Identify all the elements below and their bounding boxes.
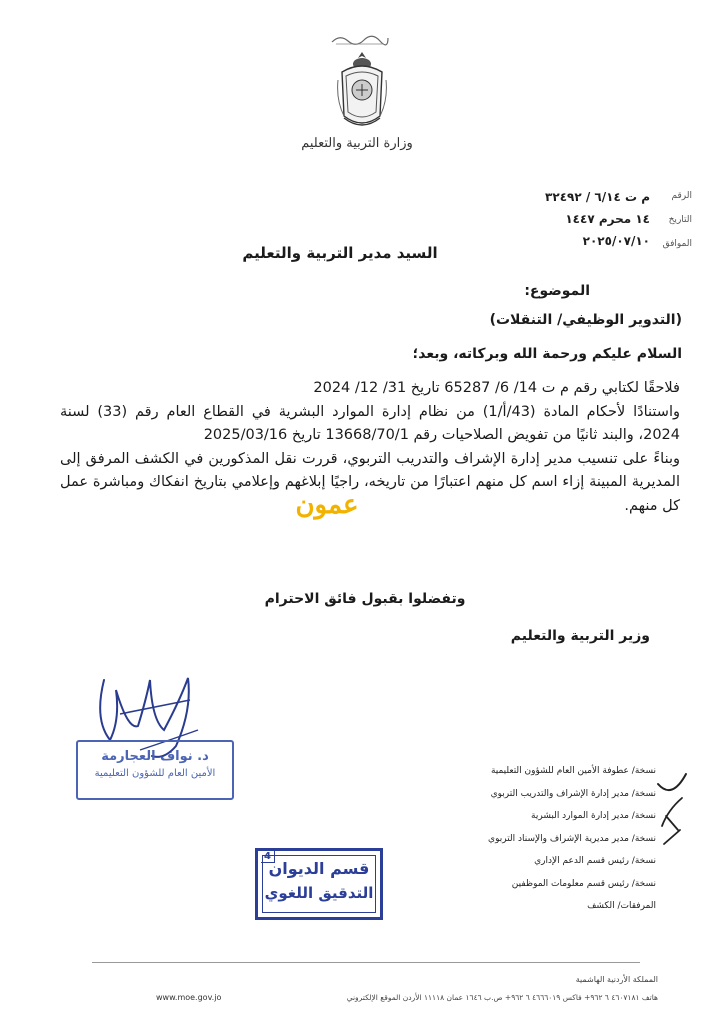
addressee: السيد مدير التربية والتعليم xyxy=(242,244,438,262)
footer-country: المملكة الأردنية الهاشمية xyxy=(575,975,658,984)
coat-of-arms-icon xyxy=(334,50,390,134)
reference-date-label: التاريخ xyxy=(668,215,692,225)
watermark-logo xyxy=(282,490,372,550)
copy-item: نسخة/ رئيس قسم الدعم الإداري xyxy=(534,856,656,866)
copy-item: نسخة/ رئيس قسم معلومات الموظفين xyxy=(511,878,656,889)
diwan-stamp-line2: التدقيق اللغوي xyxy=(264,884,374,902)
copy-item: نسخة/ عطوفة الأمين العام للشؤون التعليمية xyxy=(490,766,656,776)
greeting: السلام عليكم ورحمة الله وبركاته، وبعد؛ xyxy=(412,346,682,362)
official-stamp xyxy=(76,740,234,800)
reference-number-label: الرقم xyxy=(671,191,692,201)
body-paragraph-1: فلاحقًا لكتابي رقم م ت 14/ 6/ 65287 تاريخ 31/ 12/ 2024 xyxy=(313,380,680,396)
reference-date-gregorian: ٢٠٢٥/٠٧/١٠ xyxy=(582,234,650,248)
copy-item: نسخة/ مدير إدارة الموارد البشرية xyxy=(531,811,656,821)
reference-corresponding-label: الموافق xyxy=(662,239,692,249)
copies-list xyxy=(416,760,656,918)
body-paragraph-3: وبناءً على تنسيب مدير إدارة الإشراف والتدريب التربوي، قررت نقل المذكورين في الكشف المرفق إلى المديرية المبينة إزاء اسم كل منهم اعتبارًا من تاريخه، راجيًا إبلاغهم وإعلامي بتاريخ انفكاك ومباشرة عمل كل منهم. xyxy=(60,450,680,514)
stamp-name: د. نواف العجارمة xyxy=(101,749,209,764)
copy-item: نسخة/ مدير مديرية الإشراف والإسناد التربوي xyxy=(488,833,656,844)
handwritten-check-icon xyxy=(652,770,692,860)
signatory-title: وزير التربية والتعليم xyxy=(510,628,650,644)
reference-values xyxy=(500,186,650,252)
attachments: المرفقات/ الكشف xyxy=(587,901,656,911)
watermark-text: عمون xyxy=(295,490,359,520)
diwan-stamp-inner-border xyxy=(262,855,376,913)
footer-website-link[interactable]: www.moe.gov.jo xyxy=(156,993,222,1002)
footer-contact: هاتف ٤٦٠٧١٨١ ٦ ٩٦٢+ فاكس ٤٦٦٦٠١٩ ٦ ٩٦٢+ ص.ب ١٦٤٦ عمان ١١١١٨ الأردن الموقع الإلكتروني xyxy=(346,993,658,1002)
diwan-stamp xyxy=(255,848,383,920)
copy-item: نسخة/ مدير إدارة الإشراف والتدريب التربوي xyxy=(490,788,656,799)
diwan-stamp-number: 4 xyxy=(261,851,275,863)
royal-script-icon xyxy=(330,32,390,46)
subject: (التدوير الوظيفي/ التنقلات) xyxy=(489,312,682,328)
diwan-stamp-line1: قسم الديوان xyxy=(268,859,370,878)
reference-date-hijri: ١٤ محرم ١٤٤٧ xyxy=(565,212,650,226)
footer-divider xyxy=(92,962,640,963)
stamp-title: الأمين العام للشؤون التعليمية xyxy=(94,768,216,779)
reference-number: م ت ٦/١٤ / ٣٢٤٩٢ xyxy=(545,190,650,204)
ministry-name: وزارة التربية والتعليم xyxy=(301,136,413,151)
closing: وتفضلوا بقبول فائق الاحترام xyxy=(264,591,466,607)
body-paragraph-2: واستنادًا لأحكام المادة (43/أ/1) من نظام إدارة الموارد البشرية في القطاع العام رقم (33) لسنة 2024، والبند ثانيًا من تفويض الصلاحيات رقم 13668/70/1 تاريخ 2025/03/16 xyxy=(60,403,680,443)
subject-label: الموضوع: xyxy=(524,283,590,299)
